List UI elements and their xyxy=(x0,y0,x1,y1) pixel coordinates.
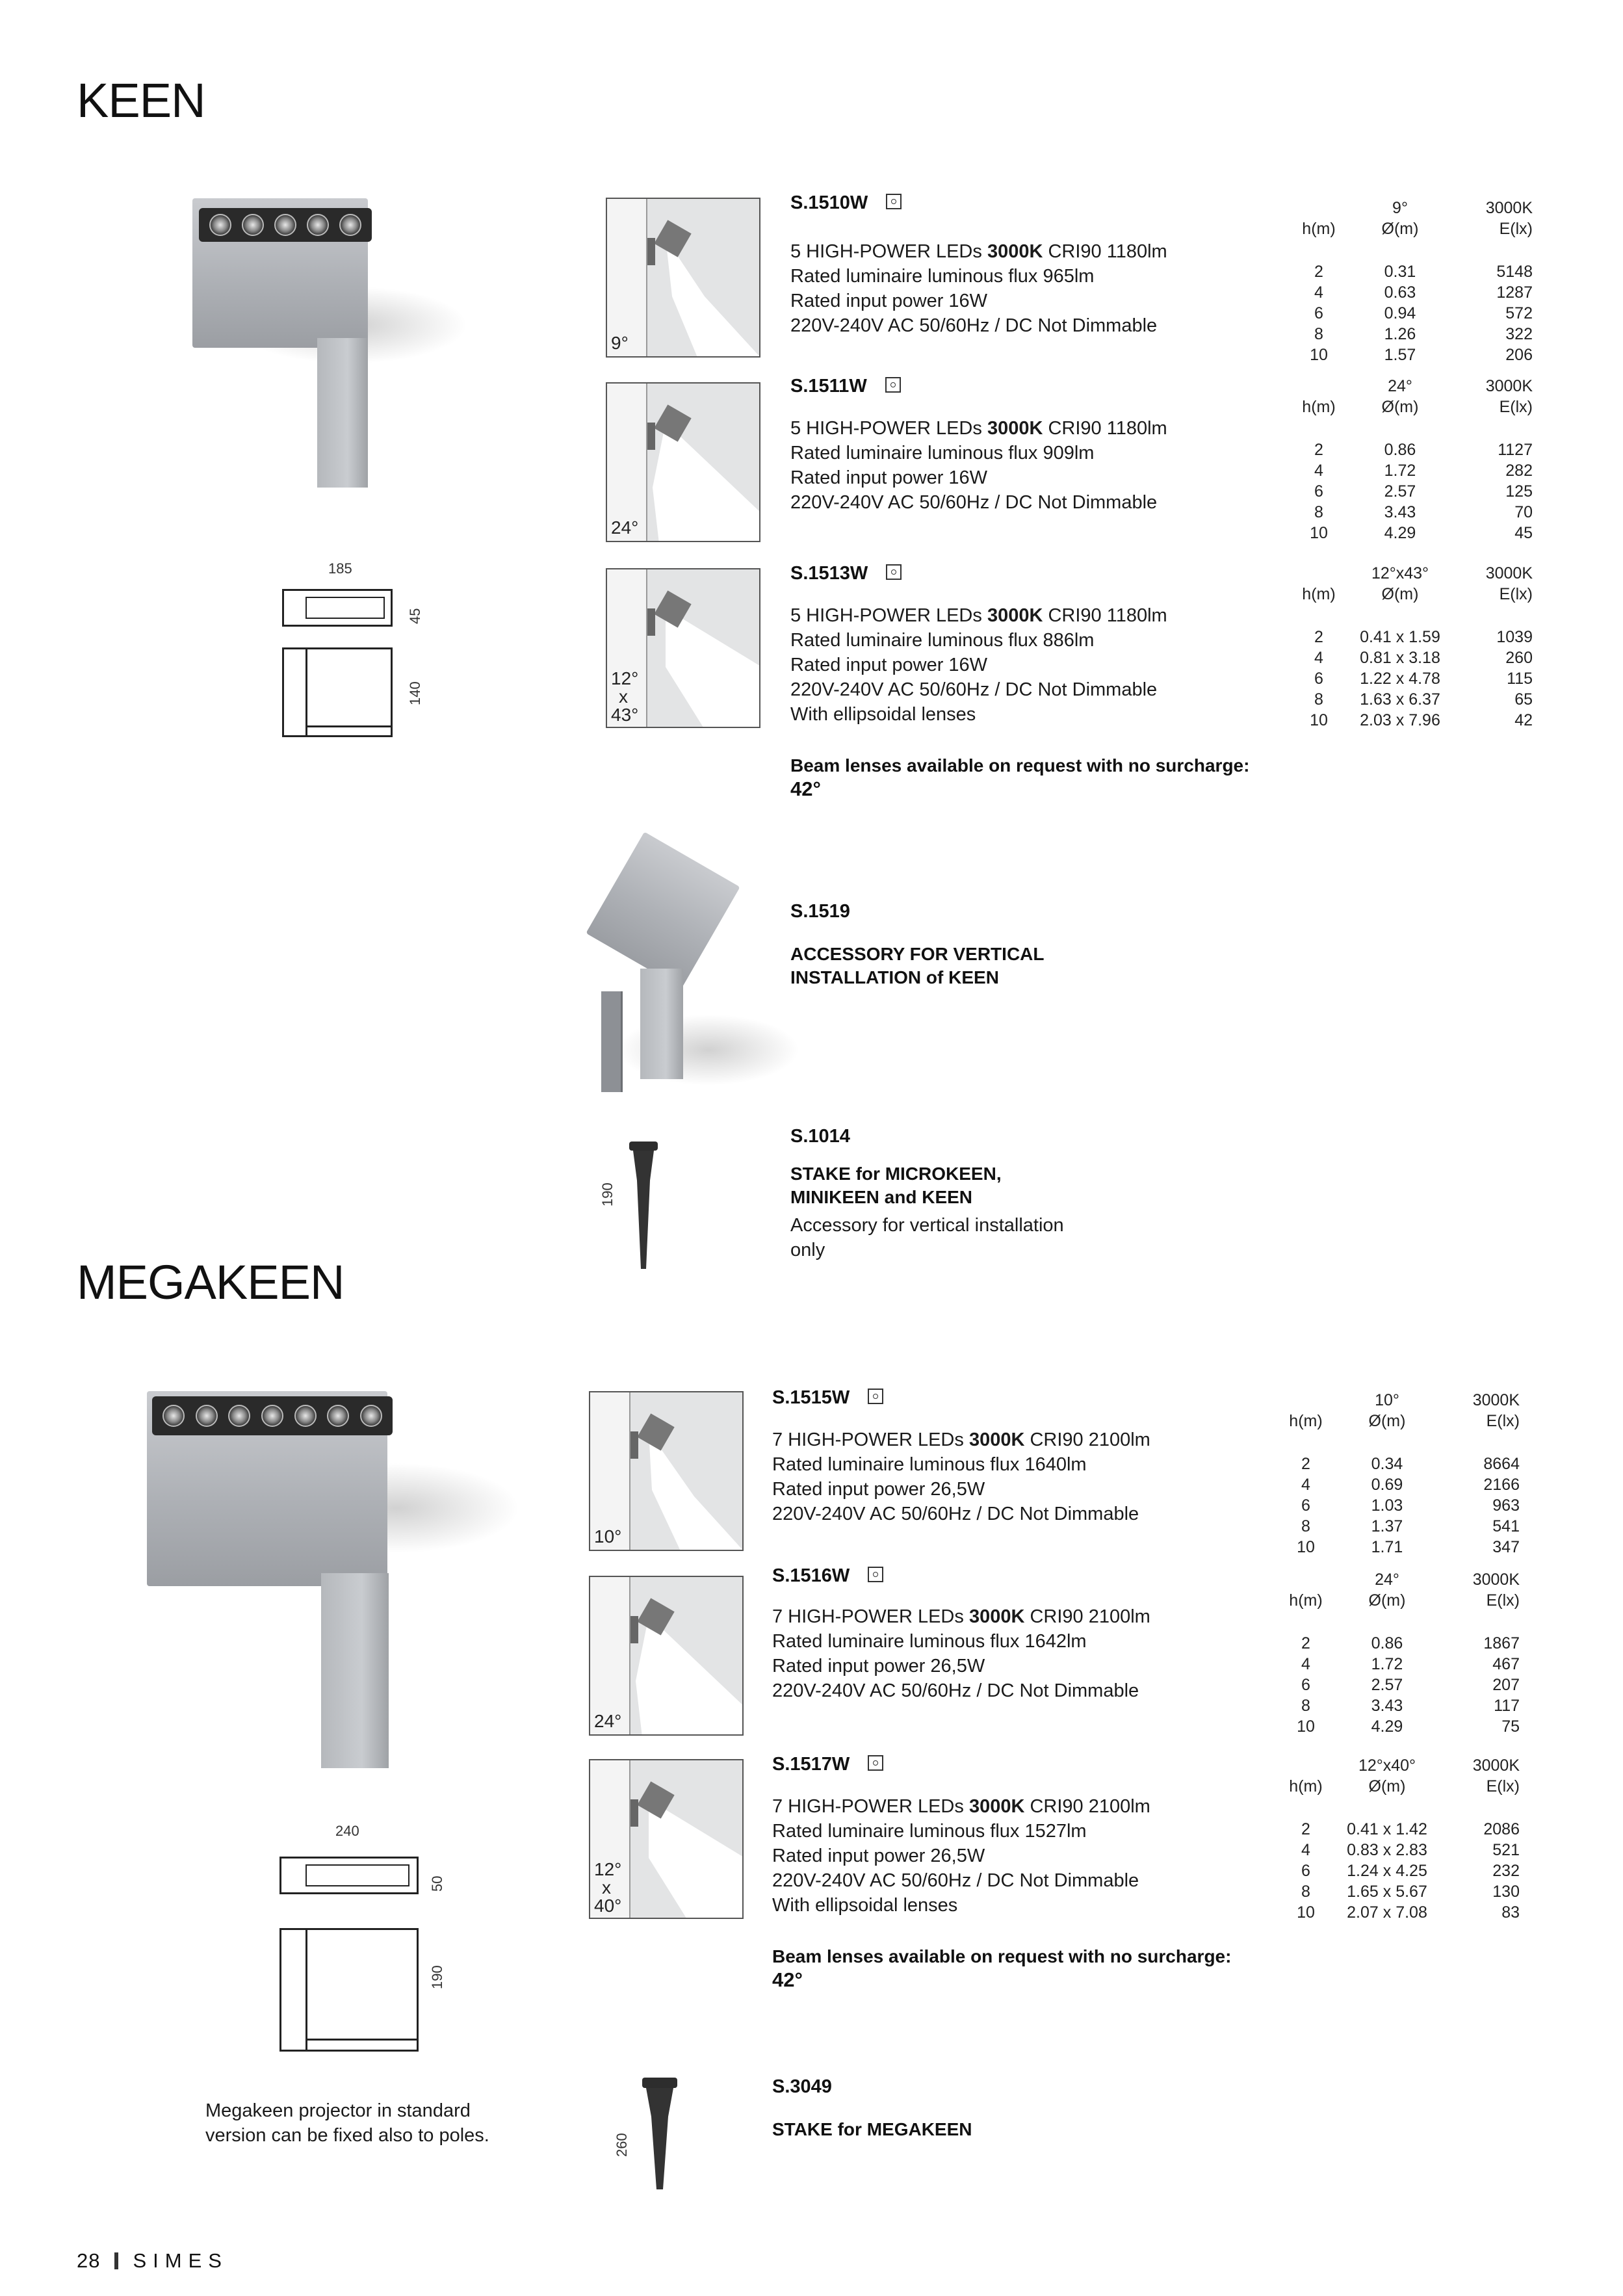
stake-dim: 190 xyxy=(599,1182,616,1207)
table-row: 4 0.81 x 3.18 260 xyxy=(1314,649,1533,667)
table-row: 4 0.83 x 2.83 521 xyxy=(1301,1841,1520,1859)
beam-angle-label: 12° x 40° xyxy=(594,1859,622,1916)
accessory-title: ACCESSORY FOR VERTICAL INSTALLATION of KEEN xyxy=(790,944,1045,987)
table-row: 4 0.69 2166 xyxy=(1301,1476,1520,1494)
table-row: 6 0.94 572 xyxy=(1314,304,1533,322)
table-row: 4 1.72 467 xyxy=(1301,1655,1520,1673)
section-title-keen: KEEN xyxy=(77,73,205,127)
table-row: 10 1.57 206 xyxy=(1310,346,1533,364)
table-row: 10 4.29 45 xyxy=(1310,524,1533,542)
table-row: 8 3.43 70 xyxy=(1314,503,1533,521)
dim-depth: 45 xyxy=(407,608,423,624)
table-row: 8 1.65 x 5.67 130 xyxy=(1301,1883,1520,1901)
fixture-icon xyxy=(885,377,901,393)
dim-width: 185 xyxy=(328,560,352,577)
beam-diagram-s1515w xyxy=(589,1391,744,1551)
product-code-s1513w: S.1513W xyxy=(790,563,902,584)
accessory-description: Accessory for vertical installation only xyxy=(790,1215,1064,1260)
product-specs: 7 HIGH-POWER LEDs 3000K CRI90 2100lm Rated luminaire luminous flux 1642lm Rated input power 26,5W 220V-240V AC 50/60Hz / DC Not Dimmable xyxy=(772,1606,1150,1701)
beam-angle-label: 24° xyxy=(594,1711,622,1731)
table-row: 10 2.03 x 7.96 42 xyxy=(1310,711,1533,729)
product-code-s1510w: S.1510W xyxy=(790,192,902,214)
dim-height: 140 xyxy=(407,681,423,705)
fixture-icon xyxy=(868,1389,883,1404)
page-number: 28 xyxy=(77,2249,101,2272)
beam-diagram-s1517w xyxy=(589,1759,744,1919)
product-code-s1517w: S.1517W xyxy=(772,1754,883,1775)
beam-diagram-s1513w xyxy=(606,568,760,728)
fixture-icon xyxy=(886,564,902,580)
photometric-table: 12°x43° 3000K h(m) Ø(m) E(lx) 2 0.41 x 1.59 1039 4 0.81 x 3.18 260 6 1.22 x 4.78 115 8 1.63 x 6.37 65 10 2.03 x 7.96 42 xyxy=(1299,563,1533,731)
beam-angle-label: 9° xyxy=(611,333,629,353)
beam-diagram-s1510w xyxy=(606,198,760,358)
table-row: 2 0.41 x 1.42 2086 xyxy=(1301,1820,1520,1838)
section-title-megakeen: MEGAKEEN xyxy=(77,1255,344,1309)
table-row: 2 0.34 8664 xyxy=(1301,1455,1520,1473)
accessory-code: S.1014 xyxy=(790,1126,850,1147)
beam-angle-label: 12° x 43° xyxy=(611,668,639,725)
table-row: 8 1.37 541 xyxy=(1301,1517,1520,1535)
table-row: 10 1.71 347 xyxy=(1297,1538,1520,1556)
fixture-icon xyxy=(868,1755,883,1771)
dim-height: 190 xyxy=(429,1965,445,1989)
stake-photo xyxy=(638,2078,681,2192)
dim-depth: 50 xyxy=(429,1875,445,1892)
table-row: 10 2.07 x 7.08 83 xyxy=(1297,1903,1520,1922)
fixture-icon xyxy=(868,1567,883,1582)
table-row: 6 2.57 125 xyxy=(1314,482,1533,501)
table-row: 8 3.43 117 xyxy=(1301,1697,1520,1715)
product-specs: 5 HIGH-POWER LEDs 3000K CRI90 1180lm Rated luminaire luminous flux 965lm Rated input power 16W 220V-240V AC 50/60Hz / DC Not Dimmable xyxy=(790,241,1167,336)
table-row: 8 1.26 322 xyxy=(1314,325,1533,343)
beam-diagram-s1516w xyxy=(589,1576,744,1736)
table-row: 6 1.22 x 4.78 115 xyxy=(1314,670,1533,688)
brand-name: SIMES xyxy=(133,2249,228,2272)
photometric-table: 24° 3000K h(m) Ø(m) E(lx) 2 0.86 1867 4 1.72 467 6 2.57 207 8 3.43 117 10 4.29 75 xyxy=(1286,1569,1520,1737)
table-row: 4 1.72 282 xyxy=(1314,462,1533,480)
beam-angle-label: 10° xyxy=(594,1526,622,1546)
product-specs: 5 HIGH-POWER LEDs 3000K CRI90 1180lm Rated luminaire luminous flux 886lm Rated input power 16W 220V-240V AC 50/60Hz / DC Not Dimmable With ellipsoidal lenses xyxy=(790,605,1167,725)
accessory-code: S.1519 xyxy=(790,901,850,922)
table-row: 6 1.24 x 4.25 232 xyxy=(1301,1862,1520,1880)
photometric-table: 10° 3000K h(m) Ø(m) E(lx) 2 0.34 8664 4 0.69 2166 6 1.03 963 8 1.37 541 10 1.71 347 xyxy=(1286,1390,1520,1558)
product-code-s1511w: S.1511W xyxy=(790,376,901,397)
beam-diagram-s1511w xyxy=(606,382,760,542)
table-row: 2 0.41 x 1.59 1039 xyxy=(1314,628,1533,646)
stake-dim: 260 xyxy=(614,2133,630,2157)
accessory-code: S.3049 xyxy=(772,2076,832,2097)
table-row: 6 2.57 207 xyxy=(1301,1676,1520,1694)
table-row: 2 0.86 1127 xyxy=(1314,441,1533,459)
stake-photo xyxy=(624,1141,663,1272)
dim-width: 240 xyxy=(335,1823,359,1839)
product-code-s1515w: S.1515W xyxy=(772,1387,883,1409)
table-row: 2 0.31 5148 xyxy=(1314,263,1533,281)
product-specs: 5 HIGH-POWER LEDs 3000K CRI90 1180lm Rated luminaire luminous flux 909lm Rated input power 16W 220V-240V AC 50/60Hz / DC Not Dimmable xyxy=(790,418,1167,513)
beam-lens-note: Beam lenses available on request with no surcharge: 42° xyxy=(790,755,1250,800)
product-code-s1516w: S.1516W xyxy=(772,1565,883,1587)
table-row: 4 0.63 1287 xyxy=(1314,283,1533,302)
photometric-table: 12°x40° 3000K h(m) Ø(m) E(lx) 2 0.41 x 1.42 2086 4 0.83 x 2.83 521 6 1.24 x 4.25 232 8 1.65 x 5.67 130 10 2.07 x 7.08 83 xyxy=(1286,1755,1520,1923)
product-specs: 7 HIGH-POWER LEDs 3000K CRI90 2100lm Rated luminaire luminous flux 1527lm Rated input power 26,5W 220V-240V AC 50/60Hz / DC Not Dimmable With ellipsoidal lenses xyxy=(772,1796,1150,1916)
accessory-title: STAKE for MEGAKEEN xyxy=(772,2119,972,2139)
table-row: 6 1.03 963 xyxy=(1301,1496,1520,1515)
fixture-icon xyxy=(886,194,902,209)
table-row: 10 4.29 75 xyxy=(1297,1717,1520,1736)
photometric-table: 24° 3000K h(m) Ø(m) E(lx) 2 0.86 1127 4 1.72 282 6 2.57 125 8 3.43 70 10 4.29 45 xyxy=(1299,376,1533,543)
photometric-table: 9° 3000K h(m) Ø(m) E(lx) 2 0.31 5148 4 0.63 1287 6 0.94 572 8 1.26 322 10 1.57 206 xyxy=(1299,198,1533,365)
accessory-title: STAKE for MICROKEEN, MINIKEEN and KEEN xyxy=(790,1164,1002,1207)
page-footer xyxy=(77,2249,228,2273)
pole-mount-note: Megakeen projector in standard version can be fixed also to poles. xyxy=(205,2100,489,2146)
beam-lens-note: Beam lenses available on request with no surcharge: 42° xyxy=(772,1946,1232,1991)
product-specs: 7 HIGH-POWER LEDs 3000K CRI90 2100lm Rated luminaire luminous flux 1640lm Rated input power 26,5W 220V-240V AC 50/60Hz / DC Not Dimmable xyxy=(772,1429,1150,1524)
table-row: 2 0.86 1867 xyxy=(1301,1634,1520,1652)
beam-angle-label: 24° xyxy=(611,517,639,538)
table-row: 8 1.63 x 6.37 65 xyxy=(1314,690,1533,709)
